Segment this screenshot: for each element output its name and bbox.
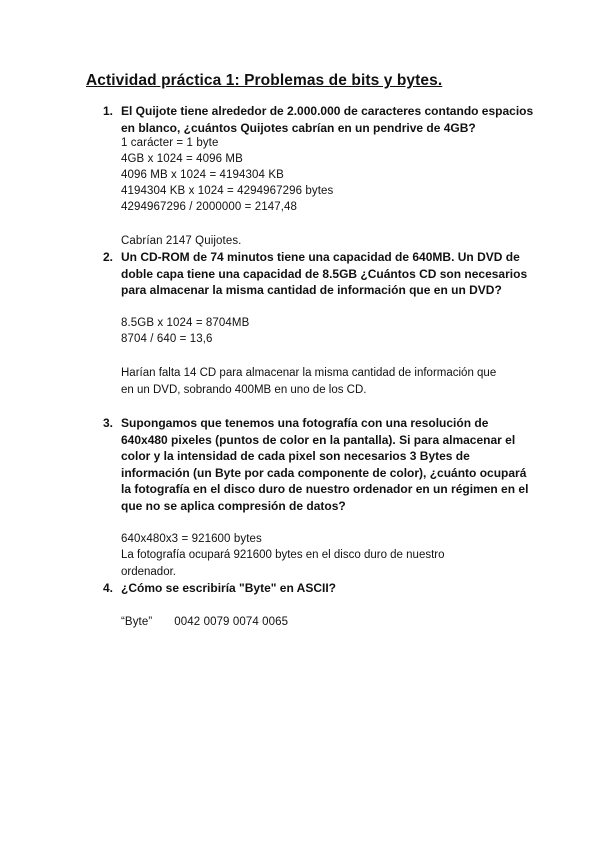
answer-line: 4GB x 1024 = 4096 MB [121, 153, 243, 165]
answer-line: 640x480x3 = 921600 bytes [121, 533, 262, 545]
question-text [121, 415, 531, 514]
answer-conclusion [121, 547, 521, 580]
question-line: 640x480 pixeles (puntos de color en la pantalla). Si para almacenar el [121, 432, 516, 447]
question-line: ¿Cómo se escribiría "Byte" en ASCII? [121, 581, 336, 595]
ascii-answer [121, 614, 288, 631]
question-line: información (un Byte por cada componente de color), ¿cuánto ocupará [121, 465, 527, 480]
question-number: 1. [103, 104, 114, 118]
answer-conclusion: Cabrían 2147 Quijotes. [121, 235, 242, 247]
question-line: El Quijote tiene alrededor de 2.000.000 de caracteres contando espacios [121, 104, 534, 118]
answer-line: 4194304 KB x 1024 = 4294967296 bytes [121, 185, 334, 197]
page-title: Actividad práctica 1: Problemas de bits y bytes. [86, 72, 443, 89]
answer-line: 4294967296 / 2000000 = 2147,48 [121, 201, 297, 213]
answer-line: 8704 / 640 = 13,6 [121, 333, 213, 345]
question-number: 2. [103, 250, 114, 264]
question-text [121, 580, 531, 597]
answer-line: 1 carácter = 1 byte [121, 137, 219, 149]
answer-line: 8.5GB x 1024 = 8704MB [121, 317, 250, 329]
question-line: que no se aplica compresión de datos? [121, 498, 346, 513]
ascii-word: “Byte” [121, 616, 153, 628]
answer-line: 4096 MB x 1024 = 4194304 KB [121, 169, 284, 181]
question-line: en blanco, ¿cuántos Quijotes cabrían en un pendrive de 4GB? [121, 120, 476, 135]
conclusion-line: en un DVD, sobrando 400MB en uno de los CD. [121, 383, 367, 396]
question-line: para almacenar la misma cantidad de información que en un DVD? [121, 283, 502, 297]
question-line: Un CD-ROM de 74 minutos tiene una capacidad de 640MB. Un DVD de [121, 250, 520, 264]
question-line: Supongamos que tenemos una fotografía con una resolución de [121, 416, 489, 430]
question-text [121, 249, 531, 299]
question-number: 3. [103, 416, 114, 430]
question-text [121, 103, 534, 136]
conclusion-line: La fotografía ocupará 921600 bytes en el disco duro de nuestro [121, 549, 445, 561]
question-number: 4. [103, 581, 114, 595]
conclusion-line: ordenador. [121, 565, 176, 578]
ascii-codes: 0042 0079 0074 0065 [174, 616, 289, 628]
question-line: color y la intensidad de cada pixel son necesarios 3 Bytes de [121, 449, 470, 463]
conclusion-line: Harían falta 14 CD para almacenar la misma cantidad de información que [121, 367, 497, 379]
answer-conclusion [121, 365, 521, 398]
question-line: doble capa tiene una capacidad de 8.5GB ¿Cuántos CD son necesarios [121, 266, 528, 281]
question-line: la fotografía en el disco duro de nuestro ordenador en un régimen en el [121, 482, 529, 496]
